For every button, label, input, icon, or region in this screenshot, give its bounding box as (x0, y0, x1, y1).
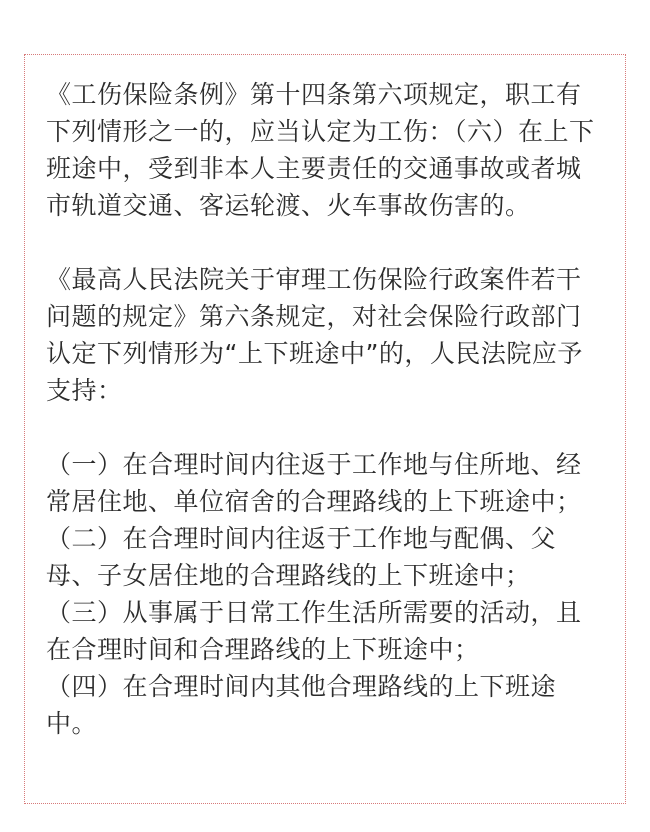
document-body (46, 76, 606, 742)
paragraph-gap (46, 224, 606, 261)
paragraph-gap (46, 409, 606, 446)
paragraph-regulation-article-14: 《工伤保险条例》第十四条第六项规定，职工有下列情形之一的，应当认定为工伤：（六）在上下班途中，受到非本人主要责任的交通事故或者城市轨道交通、客运轮渡、火车事故伤害的。 (46, 80, 595, 220)
paragraph-supreme-court-article-6: 《最高人民法院关于审理工伤保险行政案件若干问题的规定》第六条规定，对社会保险行政部门认定下列情形为“上下班途中”的，人民法院应予支持： (46, 265, 583, 405)
list-item: （二）在合理时间内往返于工作地与配偶、父母、子女居住地的合理路线的上下班途中； (46, 524, 557, 590)
list-item: （一）在合理时间内往返于工作地与住所地、经常居住地、单位宿舍的合理路线的上下班途中； (46, 450, 582, 516)
list-item: （三）从事属于日常工作生活所需要的活动，且在合理时间和合理路线的上下班途中； (46, 598, 582, 664)
list-item: （四）在合理时间内其他合理路线的上下班途中。 (46, 672, 557, 738)
